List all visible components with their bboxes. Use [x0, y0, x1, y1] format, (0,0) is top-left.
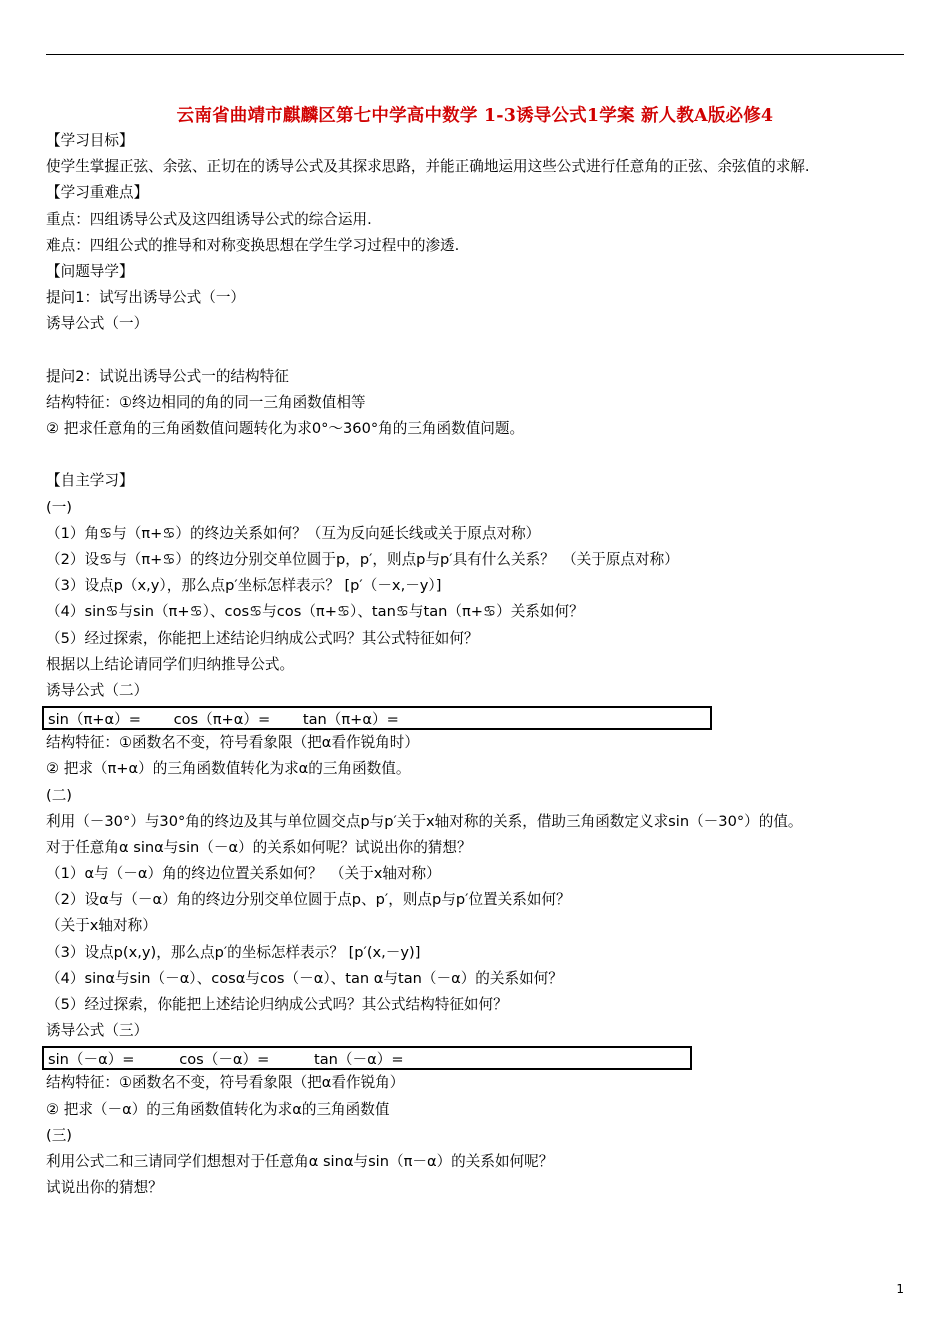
text-line: ② 把求（－α）的三角函数值转化为求α的三角函数值 — [46, 1100, 390, 1118]
text-line: 重点：四组诱导公式及这四组诱导公式的综合运用. — [46, 210, 372, 228]
text-line: (三) — [46, 1126, 72, 1144]
text-line: 提问2：试说出诱导公式一的结构特征 — [46, 367, 289, 385]
text-line: 诱导公式（二） — [46, 681, 149, 699]
text-line: （1）角♋与（π+♋）的终边关系如何？（互为反向延长线或关于原点对称） — [46, 524, 541, 542]
page-number: 1 — [896, 1282, 904, 1296]
text-line: 对于任意角α sinα与sin（－α）的关系如何呢？试说出你的猜想？ — [46, 838, 472, 856]
text-line: 诱导公式（三） — [46, 1022, 149, 1040]
text-line: 使学生掌握正弦、余弦、正切在的诱导公式及其探求思路，并能正确地运用这些公式进行任意角的正弦、余弦值的求解. — [46, 158, 810, 176]
formula-box-3 — [42, 1046, 692, 1070]
text-line: （关于x轴对称） — [46, 917, 157, 935]
text-line: 提问1：试写出诱导公式（一） — [46, 289, 246, 307]
header-rule — [46, 54, 904, 55]
text-line: 诱导公式（一） — [46, 315, 149, 333]
formula-cos: cos（－α）= — [179, 1051, 270, 1069]
text-line: ② 把求任意角的三角函数值问题转化为求0°～360°角的三角函数值问题。 — [46, 420, 525, 438]
section-heading: 【问题导学】 — [46, 262, 134, 280]
formula-cos: cos（π+α）= — [173, 711, 271, 729]
text-line: （3）设点p(x,y)，那么点p′的坐标怎样表示？ [p′(x,－y)] — [46, 943, 421, 961]
text-line: （5）经过探索，你能把上述结论归纳成公式吗？其公式特征如何？ — [46, 629, 479, 647]
text-line: （5）经过探索，你能把上述结论归纳成公式吗？其公式结构特征如何？ — [46, 996, 508, 1013]
section-heading: 【学习重难点】 — [46, 184, 149, 202]
text-line: （3）设点p（x,y），那么点p′坐标怎样表示？ [p′（－x,－y）] — [46, 577, 442, 595]
formula-tan: tan（π+α）= — [302, 711, 399, 729]
text-line: （2）设♋与（π+♋）的终边分别交单位圆于p，p′，则点p与p′具有什么关系？ （关于原点对称） — [46, 551, 679, 568]
text-line: ② 把求（π+α）的三角函数值转化为求α的三角函数值。 — [46, 760, 411, 778]
text-line: （4）sinα与sin（－α）、cosα与cos（－α）、tan α与tan（－α）的关系如何？ — [46, 969, 563, 987]
text-line: 利用（－30°）与30°角的终边及其与单位圆交点p与p′关于x轴对称的关系，借助三角函数定义求sin（－30°）的值。 — [46, 812, 803, 830]
text-line: 试说出你的猜想？ — [46, 1179, 163, 1197]
text-line: 结构特征：①函数名不变，符号看象限（把α看作锐角） — [46, 1074, 405, 1092]
formula-sin: sin（－α）= — [48, 1051, 135, 1069]
blank-line — [46, 338, 916, 364]
blank-line — [46, 442, 916, 468]
text-line: （2）设α与（－α）角的终边分别交单位圆于点p、p′，则点p与p′位置关系如何？ — [46, 891, 571, 909]
formula-box-2 — [42, 706, 712, 730]
text-line: (一) — [46, 498, 72, 516]
formula-tan: tan（－α）= — [314, 1051, 404, 1069]
text-line: 根据以上结论请同学们归纳推导公式。 — [46, 655, 295, 673]
text-line: 难点：四组公式的推导和对称变换思想在学生学习过程中的渗透. — [46, 236, 460, 254]
text-line: （4）sin♋与sin（π+♋）、cos♋与cos（π+♋）、tan♋与tan（π+♋）关系如何？ — [46, 603, 584, 621]
document-body — [46, 128, 916, 1201]
text-line: 利用公式二和三请同学们想想对于任意角α sinα与sin（π－α）的关系如何呢？ — [46, 1152, 554, 1170]
document-title: 云南省曲靖市麒麟区第七中学高中数学 1-3诱导公式1学案 新人教A版必修4 — [176, 106, 774, 126]
text-line: (二) — [46, 786, 72, 804]
text-line: 结构特征：①函数名不变，符号看象限（把α看作锐角时） — [46, 734, 419, 752]
text-line: （1）α与（－α）角的终边位置关系如何？ （关于x轴对称） — [46, 865, 441, 883]
section-heading: 【学习目标】 — [46, 132, 134, 149]
section-heading: 【自主学习】 — [46, 472, 134, 490]
text-line: 结构特征：①终边相同的角的同一三角函数值相等 — [46, 393, 366, 411]
formula-sin: sin（π+α）= — [48, 711, 141, 729]
